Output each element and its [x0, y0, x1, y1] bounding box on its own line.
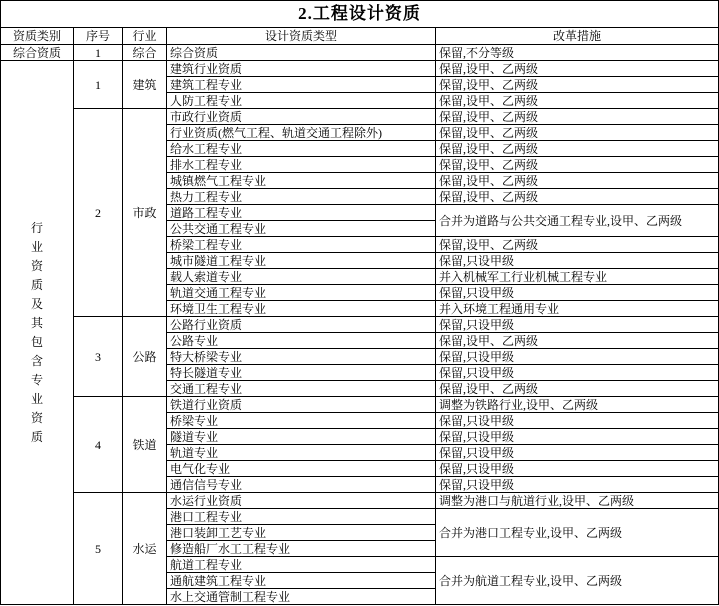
- section-no-cell: 5: [74, 493, 123, 605]
- reform-cell: 合并为港口工程专业,设甲、乙两级: [436, 509, 719, 557]
- column-header-industry: 行业: [123, 28, 167, 45]
- type-cell: 行业资质(燃气工程、轨道交通工程除外): [167, 125, 436, 141]
- type-cell: 桥梁专业: [167, 413, 436, 429]
- type-cell: 航道工程专业: [167, 557, 436, 573]
- reform-cell: 保留,设甲、乙两级: [436, 381, 719, 397]
- table-row: [1, 109, 719, 125]
- reform-cell: 保留,设甲、乙两级: [436, 189, 719, 205]
- type-cell: 建筑工程专业: [167, 77, 436, 93]
- table-row: [1, 493, 719, 509]
- column-header-type: 设计资质类型: [167, 28, 436, 45]
- title-row: [1, 1, 719, 28]
- type-cell: 轨道专业: [167, 445, 436, 461]
- reform-cell: 保留,设甲、乙两级: [436, 333, 719, 349]
- reform-cell: 合并为道路与公共交通工程专业,设甲、乙两级: [436, 205, 719, 237]
- reform-cell: 保留,只设甲级: [436, 413, 719, 429]
- type-cell: 载人索道专业: [167, 269, 436, 285]
- reform-cell: 合并为航道工程专业,设甲、乙两级: [436, 557, 719, 605]
- reform-cell: 保留,设甲、乙两级: [436, 141, 719, 157]
- type-cell: 公路专业: [167, 333, 436, 349]
- type-cell: 港口装卸工艺专业: [167, 525, 436, 541]
- column-header-reform: 改革措施: [436, 28, 719, 45]
- industry-cell: 市政: [123, 109, 167, 317]
- reform-cell: 保留,只设甲级: [436, 285, 719, 301]
- type-cell: 交通工程专业: [167, 381, 436, 397]
- type-cell: 铁道行业资质: [167, 397, 436, 413]
- reform-cell: 保留,设甲、乙两级: [436, 77, 719, 93]
- reform-cell: 并入环境工程通用专业: [436, 301, 719, 317]
- table-row: [1, 317, 719, 333]
- type-cell: 给水工程专业: [167, 141, 436, 157]
- type-cell: 隧道专业: [167, 429, 436, 445]
- section-no-cell: 3: [74, 317, 123, 397]
- type-cell: 环境卫生工程专业: [167, 301, 436, 317]
- type-cell: 公路行业资质: [167, 317, 436, 333]
- type-cell: 电气化专业: [167, 461, 436, 477]
- header-row: [1, 28, 719, 45]
- type-cell: 特大桥梁专业: [167, 349, 436, 365]
- type-cell: 人防工程专业: [167, 93, 436, 109]
- type-cell: 道路工程专业: [167, 205, 436, 221]
- reform-cell: 保留,设甲、乙两级: [436, 173, 719, 189]
- reform-cell: 保留,只设甲级: [436, 365, 719, 381]
- type-cell: 轨道交通工程专业: [167, 285, 436, 301]
- reform-cell: 保留,只设甲级: [436, 317, 719, 333]
- reform-cell: 调整为港口与航道行业,设甲、乙两级: [436, 493, 719, 509]
- type-cell: 港口工程专业: [167, 509, 436, 525]
- type-cell: 通航建筑工程专业: [167, 573, 436, 589]
- industry-cell: 综合: [123, 45, 167, 61]
- column-header-category: 资质类别: [1, 28, 74, 45]
- industry-cell: 建筑: [123, 61, 167, 109]
- table-row: [1, 397, 719, 413]
- type-cell: 修造船厂水工工程专业: [167, 541, 436, 557]
- section-no-cell: 1: [74, 61, 123, 109]
- type-cell: 城镇燃气工程专业: [167, 173, 436, 189]
- category-cell: 综合资质: [1, 45, 74, 61]
- type-cell: 排水工程专业: [167, 157, 436, 173]
- section-no-cell: 4: [74, 397, 123, 493]
- reform-cell: 保留,设甲、乙两级: [436, 157, 719, 173]
- type-cell: 热力工程专业: [167, 189, 436, 205]
- type-cell: 特长隧道专业: [167, 365, 436, 381]
- reform-cell: 并入机械军工行业机械工程专业: [436, 269, 719, 285]
- type-cell: 综合资质: [167, 45, 436, 61]
- type-cell: 城市隧道工程专业: [167, 253, 436, 269]
- industry-cell: 铁道: [123, 397, 167, 493]
- column-header-no: 序号: [74, 28, 123, 45]
- type-cell: 市政行业资质: [167, 109, 436, 125]
- reform-cell: 保留,只设甲级: [436, 253, 719, 269]
- type-cell: 水运行业资质: [167, 493, 436, 509]
- section-no-cell: 1: [74, 45, 123, 61]
- type-cell: 桥梁工程专业: [167, 237, 436, 253]
- reform-cell: 保留,设甲、乙两级: [436, 125, 719, 141]
- table-row: [1, 45, 719, 61]
- reform-cell: 保留,只设甲级: [436, 477, 719, 493]
- type-cell: 建筑行业资质: [167, 61, 436, 77]
- section-no-cell: 2: [74, 109, 123, 317]
- reform-cell: 保留,不分等级: [436, 45, 719, 61]
- reform-cell: 保留,设甲、乙两级: [436, 61, 719, 77]
- table-row: [1, 61, 719, 77]
- type-cell: 公共交通工程专业: [167, 221, 436, 237]
- industry-cell: 公路: [123, 317, 167, 397]
- industry-category-label: 行业资质及其包含专业资质: [30, 220, 43, 444]
- industry-cell: 水运: [123, 493, 167, 605]
- reform-cell: 保留,只设甲级: [436, 461, 719, 477]
- reform-cell: 保留,只设甲级: [436, 429, 719, 445]
- reform-cell: 保留,设甲、乙两级: [436, 93, 719, 109]
- reform-cell: 调整为铁路行业,设甲、乙两级: [436, 397, 719, 413]
- industry-category-cell: [1, 61, 74, 605]
- table-body: [1, 45, 719, 605]
- reform-cell: 保留,设甲、乙两级: [436, 109, 719, 125]
- reform-cell: 保留,设甲、乙两级: [436, 237, 719, 253]
- table-title: 2.工程设计资质: [1, 1, 719, 28]
- type-cell: 通信信号专业: [167, 477, 436, 493]
- reform-cell: 保留,只设甲级: [436, 349, 719, 365]
- reform-cell: 保留,只设甲级: [436, 445, 719, 461]
- type-cell: 水上交通管制工程专业: [167, 589, 436, 605]
